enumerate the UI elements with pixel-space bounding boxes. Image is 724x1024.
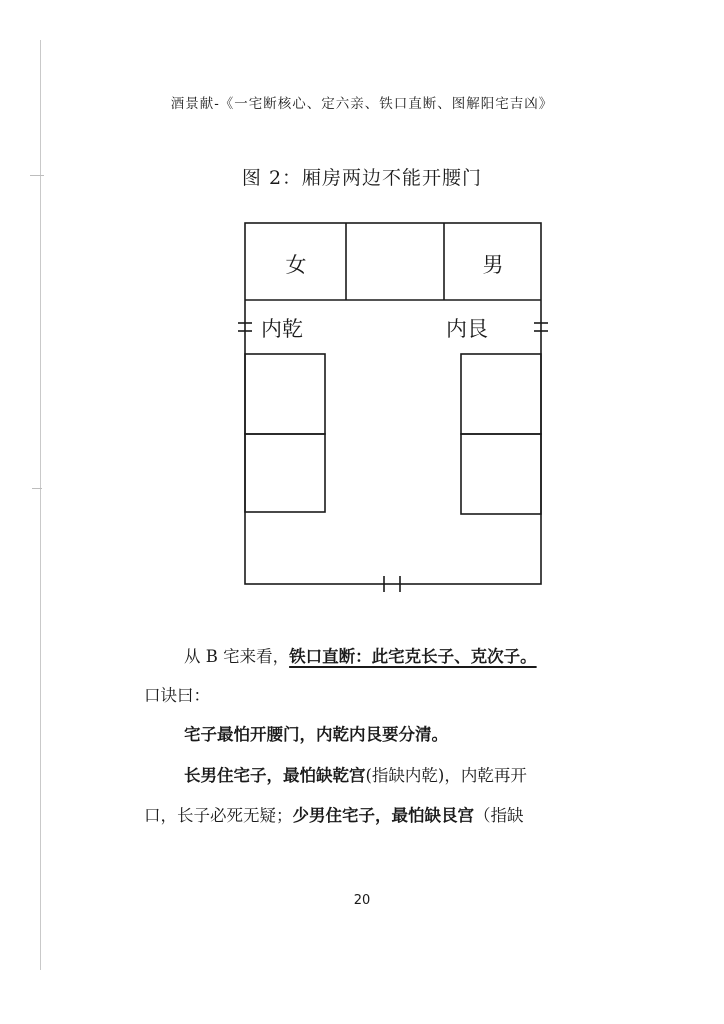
youngest-son-bold: 少男住宅子，最怕缺艮宫 [292,806,474,825]
running-header: 酒景献-《一宅断核心、定六亲、铁口直断、图解阳宅吉凶》 [170,96,554,112]
paragraph-verdict [184,647,537,667]
left-wing-room-lower [245,434,325,512]
room-label-female: 女 [285,253,307,277]
paragraph-youngest-son [144,806,524,826]
right-wing-room-lower [461,434,541,514]
paragraph-formula: 宅子最怕开腰门，内乾内艮要分清。 [184,725,448,744]
room-label-male: 男 [482,253,504,277]
paragraph-eldest-son [184,766,527,786]
label-inner-qian: 内乾 [261,317,303,341]
figure-title: 图 2：厢房两边不能开腰门 [241,167,483,189]
verdict-lead: 从 B 宅来看， [184,647,290,666]
floor-plan-diagram [228,215,558,600]
youngest-son-rest: （指缺 [474,806,524,825]
label-inner-gen: 内艮 [446,317,488,341]
youngest-son-lead: 口，长子必死无疑； [144,806,293,825]
paragraph-formula-intro: 口诀曰： [144,686,210,705]
right-wing-room-upper [461,354,541,434]
eldest-son-rest: (指缺内乾)，内乾再开 [365,766,527,785]
page-number: 20 [353,893,371,908]
left-wing-room-upper [245,354,325,434]
scan-mark [32,488,42,489]
eldest-son-bold: 长男住宅子，最怕缺乾宫 [184,766,366,785]
outer-wall [245,223,541,584]
verdict-emphasis: 铁口直断：此宅克长子、克次子。 [289,647,537,666]
